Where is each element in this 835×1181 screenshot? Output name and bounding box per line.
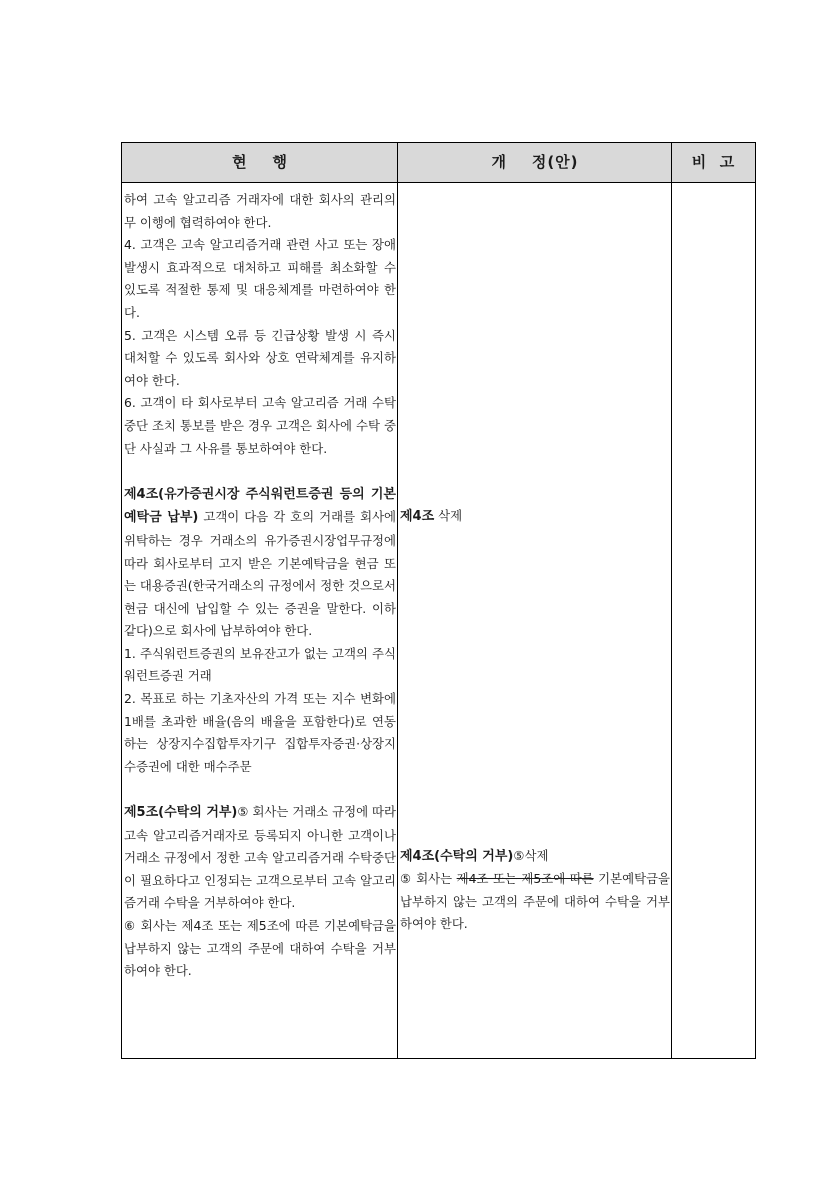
article-title: 제4조(유가증권시장 주식워런트증권 등의 기본예탁금 납부): [124, 486, 396, 526]
article-5-current: [124, 801, 396, 915]
article-title: 제4조: [400, 509, 435, 524]
header-note: 비 고: [691, 153, 736, 171]
list-item: 2. 목표로 하는 기초자산의 가격 또는 지수 변화에 1배를 초과한 배율(음의 배율을 포함한다)로 연동하는 상장지수집합투자기구 집합투자증권·상장지수증권에 대한 매수주문: [124, 691, 396, 774]
article-body: ⑤삭제: [513, 847, 549, 863]
paragraph: 하여 고속 알고리즘 거래자에 대한 회사의 관리의무 이행에 협력하여야 한다.: [124, 192, 396, 230]
article-title: 제5조(수탁의 거부): [124, 805, 238, 821]
paragraph: 5. 고객은 시스템 오류 등 긴급상황 발생 시 즉시 대처할 수 있도록 회사와 상호 연락체계를 유지하여야 한다.: [124, 327, 396, 388]
current-text-column: [124, 189, 396, 983]
revision-comparison-table: [121, 142, 756, 1059]
article-title: 제4조(수탁의 거부): [400, 848, 514, 864]
article-4b-revised: [400, 845, 670, 869]
list-item: 1. 주식워런트증권의 보유잔고가 없는 고객의 주식워런트증권 거래: [124, 645, 396, 684]
article-4-revised: [400, 505, 670, 529]
column-divider: [397, 143, 398, 1058]
paragraph: 4. 고객은 고속 알고리즘거래 관련 사고 또는 장애 발생시 효과적으로 대처하고 피해를 최소화할 수 있도록 적절한 통제 및 대응체계를 마련하여야 한다.: [124, 237, 396, 320]
paragraph: ⑥ 회사는 제4조 또는 제5조에 따른 기본예탁금을 납부하지 않는 고객의 주문에 대하여 수탁을 거부하여야 한다.: [124, 918, 396, 979]
deleted-text: 제4조 또는 제5조에 따른: [456, 871, 594, 887]
revised-text-column: [400, 189, 670, 936]
article-body: 고객이 다음 각 호의 거래를 회사에 위탁하는 경우 거래소의 유가증권시장업무규정에 따라 회사로부터 고지 받은 기본예탁금을 현금 또는 대용증권(한국거래소의 규정에서 정한 것으로서 현금 대신에 납입할 수 있는 증권을 말한다. 이하 같다)으로 회사에 납부하여야 한다.: [124, 509, 397, 639]
header-current: 현 행: [232, 153, 288, 171]
table-header-row: [122, 143, 755, 183]
column-divider: [671, 143, 672, 1058]
paragraph: ⑤ 회사는 제4조 또는 제5조에 따른 기본예탁금을 납부하지 않는 고객의 주문에 대하여 수탁을 거부하여야 한다.: [400, 871, 670, 932]
article-4-current: [124, 483, 396, 643]
article-body: 삭제: [434, 508, 463, 523]
paragraph: 6. 고객이 타 회사로부터 고속 알고리즘 거래 수탁 중단 조치 통보를 받은 경우 고객은 회사에 수탁 중단 사실과 그 사유를 통보하여야 한다.: [124, 395, 396, 456]
header-revised: 개 정(안): [491, 153, 579, 171]
article-body: ⑤ 회사는 거래소 규정에 따라 고속 알고리즘거래자로 등록되지 아니한 고객이나 거래소 규정에서 정한 고속 알고리즘거래 수탁중단이 필요하다고 인정되는 고객으로부터 고속 알고리즘거래 수탁을 거부하여야 한다.: [124, 804, 396, 911]
